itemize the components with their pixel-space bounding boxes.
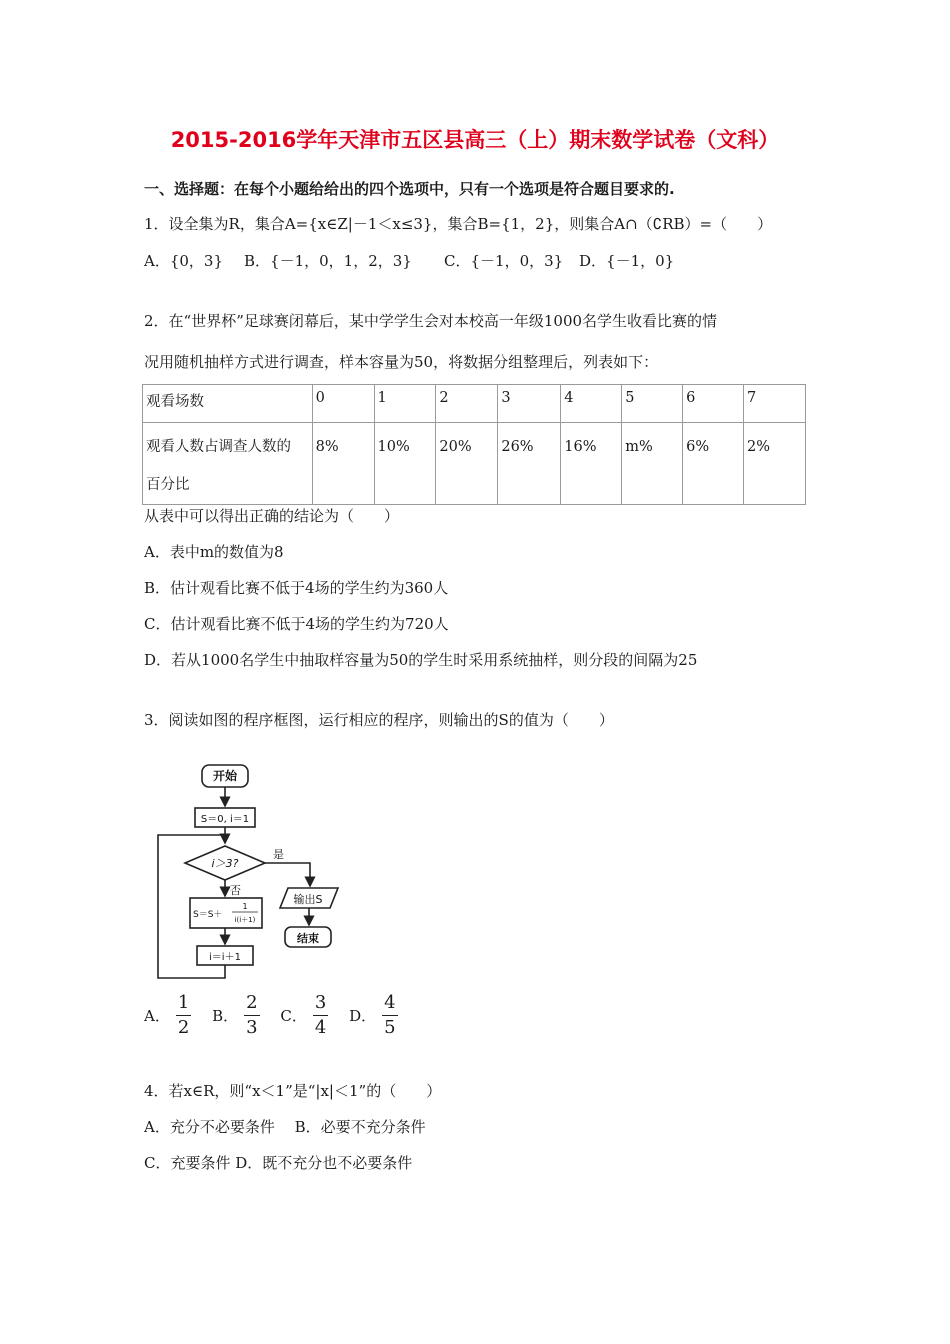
question-2-option-c: C．估计观看比赛不低于4场的学生约为720人 [144,615,449,633]
question-3-stem: 3．阅读如图的程序框图，运行相应的程序，则输出的S的值为（ ） [144,711,614,729]
flowchart-end-label: 结束 [297,932,319,945]
flowchart [150,755,350,985]
table-cell: 2 [436,385,498,423]
table-cell: 7 [744,385,806,423]
flowchart-yes-label: 是 [273,848,284,861]
table-cell: 1 [374,385,436,423]
flowchart-condition-label: i＞3? [211,857,239,870]
question-3-option-a: A． $\frac{1}{2}$ [144,992,190,1038]
question-3-options [144,994,414,1037]
flowchart-increment-label: i＝i＋1 [209,952,241,963]
question-1-option-a: A．{0，3} [144,252,224,270]
flowchart-start-label: 开始 [212,769,238,783]
table-row-header [143,423,313,505]
question-2-stem-line-2: 况用随机抽样方式进行调查，样本容量为50，将数据分组整理后，列表如下： [144,353,659,371]
flowchart-assign-prefix: S＝S＋ [193,910,223,920]
table-row [143,385,806,423]
question-2-option-b: B．估计观看比赛不低于4场的学生约为360人 [144,579,449,597]
table-cell: 16% [561,423,622,505]
table-cell: 20% [436,423,498,505]
flowchart-no-label: 否 [230,884,241,897]
flowchart-assign-numerator: 1 [242,902,248,911]
question-3-option-b: B． $\frac{2}{3}$ [212,992,258,1038]
question-2-question: 从表中可以得出正确的结论为（ ） [144,507,400,525]
table-cell: 0 [312,385,374,423]
table-cell: 4 [561,385,622,423]
question-2-stem-line-1: 2．在“世界杯”足球赛闭幕后，某中学学生会对本校高一年级1000名学生收看比赛的情 [144,312,718,330]
flowchart-init-label: S＝0, i＝1 [200,814,250,825]
table-cell: 2% [744,423,806,505]
table-cell: 6% [683,423,744,505]
question-3-option-d: D． $\frac{4}{5}$ [349,992,396,1038]
question-4-options-line-1: A．充分不必要条件 B．必要不充分条件 [144,1118,426,1136]
table-row [143,423,806,505]
flowchart-assign-denominator: i(i＋1) [234,916,256,924]
table-cell: 8% [312,423,374,505]
table-cell: 10% [374,423,436,505]
question-2-option-a: A．表中m的数值为8 [144,543,284,561]
question-2-option-d: D．若从1000名学生中抽取样容量为50的学生时采用系统抽样，则分段的间隔为25 [144,651,698,669]
table-row-header-line-2: 百分比 [146,477,190,493]
question-1-option-b: B．{－1，0，1，2，3} [244,252,412,270]
question-4-options-line-2: C．充要条件 D．既不充分也不必要条件 [144,1154,413,1172]
data-table [142,384,806,505]
page-title: 2015-2016学年天津市五区县高三（上）期末数学试卷（文科） [170,128,780,152]
table-cell: 6 [683,385,744,423]
table-cell: m% [622,423,683,505]
question-3-option-c: C． $\frac{3}{4}$ [280,992,327,1038]
question-1-option-c: C．{－1，0，3} [444,252,564,270]
flowchart-output-label: 输出S [293,893,323,906]
question-4-stem: 4．若x∈R，则“x＜1”是“|x|＜1”的（ ） [144,1082,442,1100]
table-cell: 5 [622,385,683,423]
question-1-option-d: D．{－1，0} [579,252,675,270]
table-row-header: 观看场数 [143,385,313,423]
table-cell: 3 [498,385,561,423]
table-cell: 26% [498,423,561,505]
table-row-header-line-1: 观看人数占调查人数的 [146,439,291,455]
question-1-stem: 1．设全集为R，集合A={x∈Z|－1＜x≤3}，集合B={1，2}，则集合A∩（∁RB）=（ ） [144,215,773,233]
section-heading: 一、选择题：在每个小题给给出的四个选项中，只有一个选项是符合题目要求的. [144,180,675,198]
